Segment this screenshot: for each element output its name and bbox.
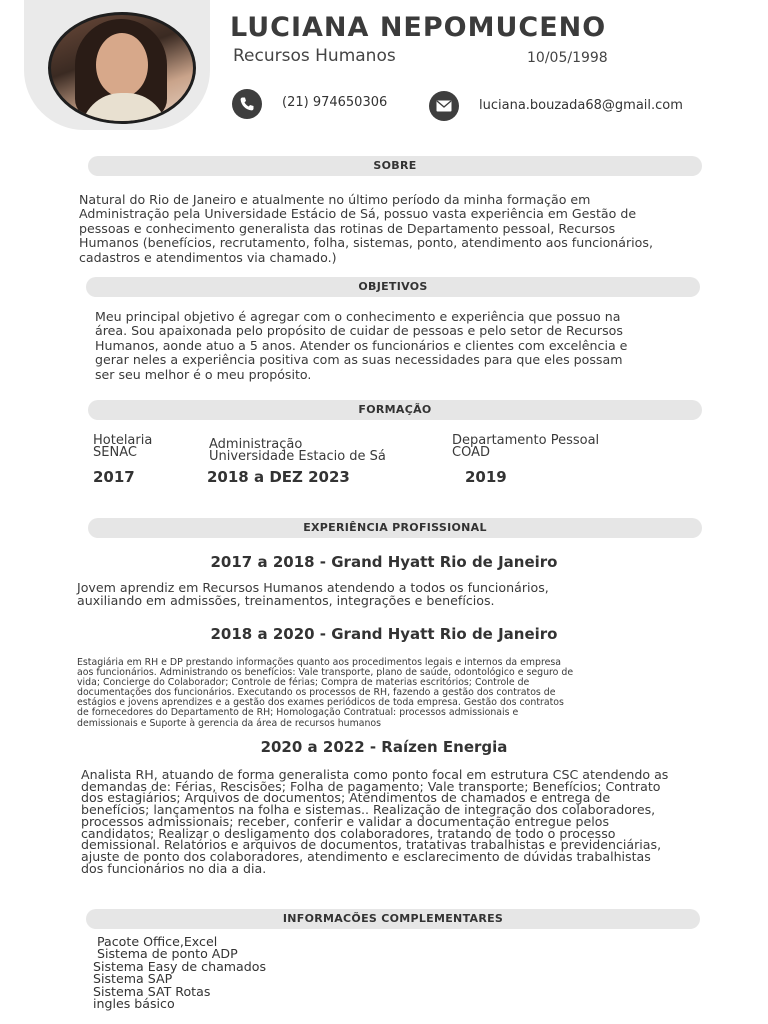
text-line: de fornecedores do Departamento de RH; Homologação Contratual: processos admissionais e: [77, 707, 519, 719]
section-header-objetivos: OBJETIVOS: [86, 277, 700, 297]
text-line: Estagiária em RH e DP prestando informações quanto aos procedimentos legais e internos da empresa: [77, 657, 562, 668]
text-line: demissional. Relatórios e arquivos de documentos, tratativas trabalhistas e previdenciárias,: [81, 837, 662, 853]
objetivos-text: [95, 310, 627, 382]
text-line: auxiliando em admissões, treinamentos, integrações e benefícios.: [77, 593, 495, 608]
education-course: Administração: [209, 437, 303, 452]
skill-item: Pacote Office,Excel: [93, 934, 218, 949]
sobre-text: [79, 193, 653, 265]
job-description: [81, 769, 668, 874]
text-line: Meu principal objetivo é agregar com o conhecimento e experiência que possuo na: [95, 309, 621, 324]
phone-number[interactable]: (21) 974650306: [282, 95, 388, 110]
text-line: estágios e jovens aprendizes e a gestão dos exames periódicos de toda empresa. Gestão dos contratos: [77, 697, 564, 709]
job-description: [77, 658, 573, 729]
text-line: dos estagiários; Arquivos de documentos; Atendimentos de chamados e entrega de: [81, 790, 611, 806]
job-title: 2018 a 2020 - Grand Hyatt Rio de Janeiro: [210, 625, 558, 643]
education-item: [452, 435, 599, 459]
job-title: 2020 a 2022 - Raízen Energia: [260, 738, 508, 756]
skill-item: Sistema de ponto ADP: [93, 946, 238, 962]
education-item: [209, 439, 386, 463]
education-course: Departamento Pessoal: [452, 433, 600, 448]
skills-list: [93, 936, 266, 1010]
candidate-name: LUCIANA NEPOMUCENO: [230, 12, 607, 43]
text-line: demissionais e Suporte à gerencia da área de recursos humanos: [77, 717, 382, 729]
profile-photo: [48, 12, 196, 124]
text-line: Administração pela Universidade Estácio de Sá, possuo vasta experiência em Gestão de: [79, 206, 637, 222]
text-line: dos funcionários no dia a dia.: [81, 860, 267, 876]
job-description: [77, 581, 549, 607]
education-year: 2018 a DEZ 2023: [207, 468, 350, 486]
text-line: aos funcionários. Administrando os benefícios: Vale transporte, plano de saúde, odontológico e seguro de: [77, 667, 574, 679]
text-line: gerar neles a experiência positiva com as suas necessidades para que eles possam: [95, 352, 623, 368]
text-line: demandas de: Férias, Rescisões; Folha de pagamento; Vale transporte; Benefícios; Contrato: [81, 778, 661, 794]
text-line: Humanos (benefícios, recrutamento, folha, sistemas, ponto, atendimento aos funcionários,: [79, 235, 653, 251]
text-line: candidatos; Realizar o desligamento dos colaboradores, tratando de todo o processo: [81, 825, 616, 841]
education-course: Hotelaria: [93, 433, 153, 448]
text-line: Jovem aprendiz em Recursos Humanos atendendo a todos os funcionários,: [77, 580, 549, 595]
section-header-formacao: FORMAÇÃO: [88, 400, 702, 420]
text-line: Natural do Rio de Janeiro e atualmente no último período da minha formação em: [79, 192, 591, 207]
text-line: cadastros e atendimentos via chamado.): [79, 249, 337, 265]
text-line: vida; Concierge do Colaborador; Controle de férias; Compra de materias escritórios; Controle de: [77, 677, 530, 689]
email-icon: [429, 91, 459, 121]
section-header-experiencia: EXPERIÊNCIA PROFISSIONAL: [88, 518, 702, 538]
text-line: Humanos, aonde atuo a 5 anos. Atender os funcionários e clientes com excelência e: [95, 337, 628, 353]
education-year: 2017: [93, 468, 135, 486]
phone-icon: [232, 89, 262, 119]
text-line: pessoas e conhecimento generalista das rotinas de Departamento pessoal, Recursos: [79, 220, 616, 236]
section-header-complementares: INFORMACÕES COMPLEMENTARES: [86, 909, 700, 929]
section-header-sobre: SOBRE: [88, 156, 702, 176]
candidate-role: Recursos Humanos: [233, 46, 396, 66]
text-line: processos admissionais; receber, conferir e validar a documentação entregue pelos: [81, 813, 610, 829]
skill-item: Sistema SAP: [93, 971, 173, 987]
education-institution: COAD: [452, 445, 490, 460]
education-institution: Universidade Estacio de Sá: [209, 449, 386, 464]
job-title: 2017 a 2018 - Grand Hyatt Rio de Janeiro: [210, 553, 558, 571]
text-line: ajuste de ponto dos colaboradores, atendimento e esclarecimento de dúvidas trabalhistas: [81, 848, 651, 864]
skill-item: Sistema SAT Rotas: [93, 983, 211, 999]
education-item: [93, 435, 152, 459]
text-line: Analista RH, atuando de forma generalista como ponto focal em estrutura CSC atendendo as: [81, 767, 669, 782]
skill-item: ingles básico: [93, 996, 175, 1012]
education-institution: SENAC: [93, 445, 137, 460]
email-address[interactable]: luciana.bouzada68@gmail.com: [479, 98, 683, 113]
photo-face: [96, 33, 148, 97]
text-line: benefícios; lançamentos na folha e sistemas.. Realização de integração dos colaboradores,: [81, 802, 656, 818]
skill-item: Sistema Easy de chamados: [93, 958, 267, 974]
text-line: documentações dos funcionários. Executando os processos de RH, fazendo a gestão dos contratos de: [77, 687, 556, 699]
text-line: área. Sou apaixonada pelo propósito de cuidar de pessoas e pelo setor de Recursos: [95, 323, 623, 339]
text-line: ser seu melhor é o meu propósito.: [95, 366, 312, 382]
birth-date: 10/05/1998: [527, 50, 608, 66]
education-year: 2019: [465, 468, 507, 486]
